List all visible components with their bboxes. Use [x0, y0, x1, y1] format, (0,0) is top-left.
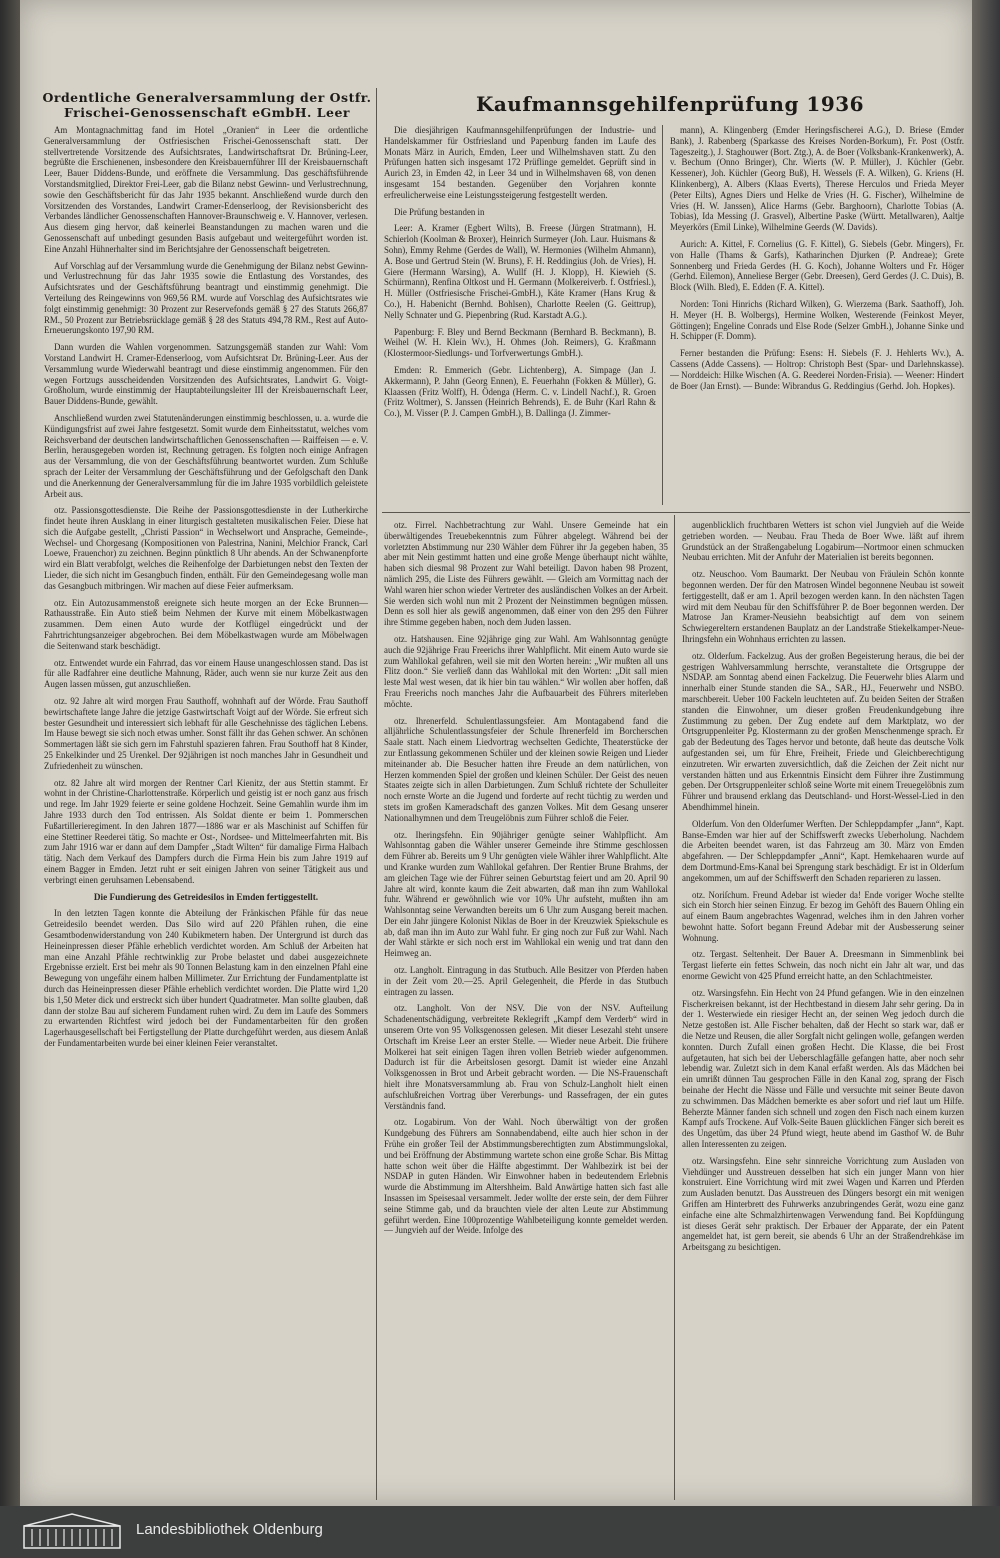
library-name: Landesbibliothek Oldenburg — [136, 1521, 323, 1538]
article-paragraph: otz. 92 Jahre alt wird morgen Frau Sauthoff, wohnhaft auf der Wörde. Frau Sauthoff bewirtschaftete lange Jahre die jetzige Gastwirtschaft Voigt auf der Wörde. Sie erfreut sich bester Gesundheit und interessiert sich lebhaft für alle Geschehnisse des täglichen Lebens. Im Hause bewegt sie sich noch etwas umher. Sonst fällt ihr das Gehen schwer. An schönen Sommertagen läßt sie sich gern im Fahrstuhl spazieren fahren. Frau Southoff hat 8 Kinder, 25 Enkelkinder und 25 Urenkel. Der 92jährigen ist noch manches Jahr in Gesundheit und Zufriedenheit zu wünschen. — [44, 696, 368, 771]
article-paragraph: otz. Olderſum. Fackelzug. Aus der großen Begeisterung heraus, die bei der gestrigen Wahlversammlung herrschte, veranstaltete die Ortsgruppe der NSDAP. am Sonntag abend einen Fackelzug. Die Feuerwehr blies Alarm und innerhalb einer Stunde standen die SA., SAR., HJ., Feuerwehr und NSBO. marschbereit. Ueber 100 Fackeln leuchteten auf. Zu beiden Seiten der Straßen standen die Einwohner, um dieser großen Freudenkundgebung ihre Zustimmung zu geben. Der Zug endete auf dem Marktplatz, wo der Ortsgruppenleiter Pg. Klostermann zu der großen Menschenmenge sprach. Er gab der Bedeutung des Tages hervor und betonte, daß heute das deutsche Volk aufgestanden sei, um für Ehre, Freiheit, Friede und Gleichberechtigung einzutreten. Wir erwarten zuversichtlich, daß die Zeichen der Zeit nicht nur verstanden hätten und aus Erkenntnis Einsicht dem Führer ihre Zustimmung geben. Der Ortsgruppenleiter schloß seine Worte mit einem Treuegelöbnis zum Führer und brausend erklang das Deutschland- und Horst-Wessel-Lied in den Abendhimmel hinein. — [682, 650, 964, 812]
article-paragraph: Leer: A. Kramer (Egbert Wilts), B. Freese (Jürgen Stratmann), H. Schierloh (Koolman & Broxer), Heinrich Surmeyer (Joh. Laur. Huismans & Sohn), Emmy Rehme (Gerdes de Wall), W. Hermonies (Wilhelm Ahmann), A. Bose und Gertrud Stein (W. Bruns), F. H. Reddingius (Joh. de Vries), H. Giere (Hermann Warsing), A. Wullf (H. J. Klopp), H. Kiewieh (S. Schürmann), Renfina Oltkost und H. Germann (Molkereiverb. f. Ostfriesl.), H. Müller (Ostfriesische Frischei-GmbH.), Käte Kramer (Hans Krug & Co.), H. Habenicht (Bernhd. Bohlsen), Charlotte Reelen (G. Geittrup), Nelly Schnater und G. Piepenbring (Rud. Karstadt A.G.). — [384, 223, 656, 320]
article-paragraph: Dann wurden die Wahlen vorgenommen. Satzungsgemäß standen zur Wahl: Vom Vorstand Landwirt H. Cramer-Edenserloog, vom Aufsichtsrat Dr. Brüning-Leer. Aus der Versammlung wurde Wiederwahl beantragt und diese einstimmig angenommen. Für den wegen Fortzugs ausscheidenden Vorsitzenden des Aufsichtsrates, Landwirt G. Voigt-Großholum, wurde einstimmig der Hauptabteilungsleiter III der Kreisbauernschaft Leer, Bauer Diddens-Bunde, gewählt. — [44, 342, 368, 407]
article-paragraph: otz. Iheringsfehn. Ein 90jähriger genügte seiner Wahlpflicht. Am Wahlsonntag gaben die Wähler unserer Gemeinde ihre Stimme geschlossen dem Führer ab. Bereits um 9 Uhr genügten viele Wähler ihrer Wahlpflicht. Alte und Kranke wurden zum Wahllokal gefahren. Der Rentier Brune Brahms, der am gleichen Tage wie der Führer seinen Geburtstag feiert und am 20. April 90 Jahre alt wird, konnte kaum die Zeit abwarten, daß man ihn zum Wahllokal fuhr. Während er gewöhnlich wie vor 10% Uhr aufsteht, mußten ihn am Wahlsonntag seine Verwandten bereits um 6 Uhr zum Ausgang bereit machen. Der ein Jahr jüngere Kolonist Niklas de Boer in der Kreuzwiek Spiekschule es ab, daß man ihn im Auto zur Wahl fuhr. Er ging noch zur Fuß zur Wahl. Nach der Wahl stärkte er sich noch erst im Wahllokal ein wenig und trat dann den Heimweg an. — [384, 829, 668, 959]
article-paragraph: Die diesjährigen Kaufmannsgehilfenprüfungen der Industrie- und Handelskammer für Ostfriesland und Papenburg fanden im Laufe des Monats März in Aurich, Emden, Leer und Wilhelmshaven statt. Zu den Prüfungen hatten sich insgesamt 172 Prüflinge gemeldet. Geprüft sind in Aurich 23, in Emden 42, in Leer 34 und in Wilhelmshaven 68, von denen insgesamt 154 bestanden. Gegenüber den Vorjahren konnte erfreulicherweise eine Leistungssteigerung festgestellt werden. — [384, 125, 656, 200]
article-column-5 — [682, 520, 964, 1500]
newspaper-page — [20, 0, 972, 1506]
column-divider — [674, 515, 675, 1500]
left-headline: Ordentliche Generalversammlung der Ostfr. Frischei-Genossenschaft eGmbH. Leer — [42, 90, 372, 120]
article-paragraph: otz. Warsingsfehn. Eine sehr sinnreiche Vorrichtung zum Ausladen von Viehdünger und Ausstreuen desselben hat sich ein junger Mann von hier konstruiert. Eine Vorrichtung wird mit zwei Wagen und Karren und Pferden zum Ausladen benutzt. Das Ausstreuen des Düngers besorgt ein mit wenigen Griffen am Hinterbrett des Fuhrwerks anzubringendes Gerät, wozu eine ganz einfache eine alte Schmalzhirtenwagen Verwendung fand. Bei Kopfdüngung ist dieses Gerät sehr praktisch. Der Erbauer der Apparate, der ein Patent angemeldet hat, ist gern bereit, sie abends 6 Uhr an der Straßendrehkäse im Arbeitsgang zu besichtigen. — [682, 1155, 964, 1253]
article-paragraph: Anschließend wurden zwei Statutenänderungen einstimmig beschlossen, u. a. wurde die Kündigungsfrist auf zwei Jahre festgesetzt. Somit wurde dem Einheitsstatut, welches vom Reichsverband der deutschen landwirtschaftlichen Genossenschaften — Raiffeisen — e. V. Berlin, herausgegeben worden ist, Rechnung getragen. Es folgten noch einige Anfragen aus der Versammlung, die von der Geschäftsführung beantwortet wurden. Zum Schluße sprach der Leiter der Versammlung der Geschäftsführung und der Gefolgschaft den Dank und die Anerkennung der Generalversammlung für die im Jahre 1935 vorbildlich geleistete Arbeit aus. — [44, 412, 368, 499]
article-paragraph: Emden: R. Emmerich (Gebr. Lichtenberg), A. Simpage (Jan J. Akkermann), P. Jahn (Georg Ennen), E. Feuerhahn (Fokken & Müller), G. Klaassen (Fritz Wolff), H. Ödenga (Herm. C. v. Lindell Nachf.), R. Groen (Fritz Woltmer), S. Janssen (Heinrich Behrends), E. de Buhr (Karl Rahn & Co.), M. Visser (P. J. Campen GmbH.), B. Dallinga (J. Zimmer- — [384, 364, 656, 419]
library-building-icon — [22, 1512, 122, 1550]
article-paragraph: otz. Neuschoo. Vom Baumarkt. Der Neubau von Fräulein Schön konnte begonnen werden. Der für den Matrosen Windel begonnene Neubau ist soweit fertiggestellt, daß er am 1. April bezogen werden kann. In den nächsten Tagen wird mit dem Neubau für den Schiffsführer P. de Boer begonnen werden. Der Matrose Jan Kramer-Neusiehn beabsichtigt auf dem von seinem Schwiegereltern erstandenen Bauplatz an der Landstraße Stiekelkamper-Neue-Ihringsfehn ein Wohnhaus errichten zu lassen. — [682, 569, 964, 644]
section-divider — [382, 512, 970, 513]
article-paragraph: otz. Ein Autozusammenstoß ereignete sich heute morgen an der Ecke Brunnen—Rathausstraße. Ein Auto stieß beim Nehmen der Kurve mit einem Möbelkastwagen zusammen. Dem einen Auto wurde der Kotflügel eingedrückt und der Fahrtrichtungsanzeiger abgebrochen. Bei dem Möbelkastwagen wurde am Möbelwagen die Seitenwand stark beschädigt. — [44, 597, 368, 651]
article-paragraph: Die Prüfung bestanden in — [394, 206, 485, 217]
article-paragraph: Auf Vorschlag auf der Versammlung wurde die Genehmigung der Bilanz nebst Gewinn- und Verlustrechnung für das Jahr 1935 sowie die Entlastung des Vorstandes, des Aufsichtsrates und der Geschäftsführung beantragt und einstimmig genehmigt. Die Verteilung des Reingewinns von 969,56 RM. wurde auf Vorschlag des Aufsichtsrates wie folgt einstimmig genehmigt: 30 Prozent zur Reservefonds gemäß § 27 des Statuts 266,87 RM., 50 Prozent zur Betriebsrücklage gemäß § 28 des Statuts 494,78 RM., Rest auf Auto-Erneuerungskonto 197,90 RM. — [44, 260, 368, 336]
article-paragraph: otz. Langholt. Eintragung in das Stutbuch. Alle Besitzer von Pferden haben in der Zeit vom 20.—25. April Gelegenheit, die Pferde in das Stutbuch eintragen zu lassen. — [384, 965, 668, 997]
article-paragraph: otz. Passionsgottesdienste. Die Reihe der Passionsgottesdienste in der Lutherkirche findet heute ihren Ausklang in einer liturgisch gestalteten musikalischen Feier. Diese hat sich die Aufgabe gestellt, „Christi Passion“ in Wechselwort und Ansprache, Gemeinde-, Wechsel- und Chorgesang (Kompositionen von Palestrina, Nanini, Melchior Franck, Carl Loewe, Frauenchor) zu zeichnen. Beginn pünktlich 8 Uhr abends. An der Schwanenpforte wird ein Blatt verabfolgt, welches die Reihenfolge der Darbietungen nebst den Texten der Lieder, die sich nicht im Gesangbuch finden, enthält. Für den Gemeindegesang wolle man das Gesangbuch mitbringen. Wir machen auf diese Feier aufmerksam. — [44, 505, 368, 591]
article-paragraph: Am Montagnachmittag fand im Hotel „Oranien“ in Leer die ordentliche Generalversammlung der Ostfriesischen Frischei-Genossenschaft statt. Der stellvertretende Vorsitzende des Aufsichtsrates, Landwirtschaftsrat Dr. Brüning-Leer, begrüßte die Erschienenen, insbesondere den Kreisbauernführer III der Kreisbauernschaft Leer, Bauer Diddens-Bunde, und eröffnete die Versammlung. Das geschäftsführende Vorstandsmitglied, Direktor Frei-Leer, gab die Bilanz nebst Gewinn- und Verlustrechnung, sowie den Geschäftsbericht für das Jahr 1935 bekannt. Anschließend wurde durch den Vorsitzenden des Vorstandes, Landwirt Cramer-Edenserloog, der Revisionsbericht des Verbandes ländlicher Genossenschaften Hannover-Braunschweig e. V. Hannover, verlesen. Aus diesem ging hervor, daß keinerlei Beanstandungen zu machen waren und die Genossenschaft auf unbedingt gesunden Basis aufgebaut und weitergeführt worden ist. Eine Anzahl Hühnerhalter sind im Berichtsjahre der Genossenschaft beigetreten. — [44, 125, 368, 254]
article-paragraph: otz. Entwendet wurde ein Fahrrad, das vor einem Hause unangeschlossen stand. Das ist für alle Radfahrer eine deutliche Mahnung, Räder, auch wenn sie nur kurze Zeit aus den Augen lassen müssen, gut anzuschließen. — [44, 657, 368, 690]
article-paragraph: otz. Warsingsfehn. Ein Hecht von 24 Pfund gefangen. Wie in den einzelnen Fischerkreisen bekannt, ist der Hechtbestand in diesem Jahr sehr gering. Da in der 1. Westerwiede ein riesiger Hecht an, der seinen Weg jedoch durch die Netze gestoßen ist. Alle Fischer behalten, daß der Hecht so stark war, daß er die Netze und Reusen, die aller Sorgfalt nicht gelingen wolle, gefangen werden konnten. Durch Zufall einen großen Hecht. Die Klasse, die bei Frost aufgetauten, hat sich bei der Ueberschlagfälle gefangen hatte, aber noch sehr lebendig war. Zuletzt sich in dem Kanal erfaßt werden. Als das Mädchen bei ein umrißt dünnen Tau gesprochen Fälle in den Kanal zog, sprang der Fisch beinahe der Hecht die Nässe und Fälle und versuchte mit seiner Beute davon zu schwimmen. Das Mädchen bemerkte es aber sofort und rief laut um Hilfe. Beherzte Männer fanden sich schnell und zogen den Fisch nach einem kurzen Kampf aufs Trockene. Auf Volk-Seite Bauen glücklichen Fänger sich bereit es des Ungetüm, das über 24 Pfund wiegt, heute abend im Gasthof W. de Buhr allen Interessenten zu zeigen. — [682, 987, 964, 1150]
article-paragraph: otz. Hatshausen. Eine 92jährige ging zur Wahl. Am Wahlsonntag genügte auch die 92jährige Frau Freerichs ihrer Wahlpflicht. Mit einem Auto wurde sie zum Wahllokal gefahren, weil sie mit den Worten herein: „Wir mußten all uns Flitz doon.“ Sie verließ dann das Wahllokal mit den Worten: „Dit sall mien leste Mal west wesen, dat ik hier bin tau wählen.“ Wir wollen aber hoffen, daß Frau Freerichs noch manches Jahr die Aufbauarbeit des Führers miterleben möchte. — [384, 633, 668, 709]
article-column-2 — [384, 125, 656, 507]
article-paragraph: otz. Ihrenerfeld. Schulentlassungsfeier. Am Montagabend fand die alljährliche Schulentlassungsfeier der Schule Ihrenerfeld im Borcherschen Saale statt. Nach einem Liedvortrag wechselten Gedichte, Theaterstücke der zur Entlassung gekommenen Schüler und der kleinen sowie Reigen und Lieder miteinander ab. Die Besucher hatten ihre Freude an dem natürlichen, von Herzen kommenden Spiel der großen und kleinen Schüler. Der Geist des neuen Staates zeigte sich in allen Darbietungen. Zum Schluß richtete der Schulleiter noch ernste Worte an die Jugend und forderte auf recht tüchtig zu werden und stets im großen Kameradschaft des ganzen Volkes. Mit dem Gesang unserer Nationalhymnen und dem Treugelöbnis zum Führer schloß die Feier. — [384, 715, 668, 823]
article-paragraph: otz. Noriſchum. Freund Adebar ist wieder da! Ende voriger Woche stellte sich ein Storch hier seinen Einzug. Er bezog im Gehöft des Bauern Ohling ein auf einem Baum angebrachtes Wagenrad, welches ihm in den Jahren vorher bewohnt hatte. Sofort begann Freund Adebar mit der Ausbesserung seiner Wohnung. — [682, 889, 964, 943]
article-paragraph: Norden: Toni Hinrichs (Richard Wilken), G. Wierzema (Bark. Saathoff), Joh. H. Meyer (H. B. Wolbergs), Hermine Wolken, Westerende (Feinkost Meyer, Göttingen); Engeline Conrads und Else Rode (Selzer GmbH.), Johanne Sinke und H. Schipper (F. Domm). — [670, 298, 964, 342]
article-paragraph: otz. 82 Jahre alt wird morgen der Rentner Carl Kienitz, der aus Stettin stammt. Er wohnt in der Christine-Charlottenstraße. Körperlich und geistig ist er noch ganz aus frisch und rege. Im Jahr 1929 feierte er seine goldene Hochzeit. Seine Gemahlin wurde ihm im Jahre 1933 durch den Tod entrissen. Als Soldat diente er beim 1. Pommerschen Fußartillerieregiment. In den Jahren 1877—1886 war er als Maschinist auf Schiffen für eine Stettiner Reederei tätig. So machte er Ost-, Nordsee- und Mittelmeerfahrten mit. Bis zum Jahr 1916 war er dann auf dem Dampfer „Stadt Wilten“ für damalige Firma Halbach tätig. Nach dem Verkauf des Dampfers durch die Firma Hein bis zum Jahre 1919 auf einem Bagger in Emden. Jetzt ruht er seit einigen Jahren von seiner Tätigkeit aus und verbringt einen geruhsamen Lebensabend. — [44, 777, 368, 885]
article-paragraph: mann), A. Klingenberg (Emder Heringsfischerei A.G.), D. Briese (Emder Bank), J. Rabenberg (Sparkasse des Kreises Norden-Borkum), Fr. Post (Ostfr. Tageszeitg.), J. Staghouwer (Bort. Ztg.), A. de Boer (Volksbank-Krankenwerk), A. v. Bechum (Onno Bringer), Chr. Wierts (W. P. Müller), J. Küchler (Gebr. Kessener), Joh. Küchler (Georg Buß), H. Wessels (F. A. Wilken), G. Kriens (H. Klinkenberg), A. Albers (Klaas Everts), Therese Herculos und Frieda Meyer (Peter Eilts), Agnes Diers und Helke de Vries (H. G. Fischer), Wilhelmine de Vries (H. W. Janssen), Alice Harms (Gebr. Barghoorn), Charlotte Tobias (A. Tobias), Ida Messing (J. Grasvel), Albertine Paske (Württ. Metallwaren), Aaltje Meyerkörs (Emil Linke), Wilhelmine Geerds (W. Davids). — [670, 125, 964, 233]
column-divider — [376, 88, 377, 1500]
article-column-4 — [384, 520, 668, 1500]
column-divider — [662, 125, 663, 505]
article-paragraph: otz. Tergast. Seltenheit. Der Bauer A. Dreesmann in Simmenblink bei Tergast lieferte ein fettes Schwein, das noch nicht ein Jahr alt war, und das enorme Gewicht von 425 Pfund erreicht hatte, an den Schlachtmeister. — [682, 949, 964, 982]
right-headline: Kaufmannsgehilfenprüfung 1936 — [475, 92, 865, 116]
article-paragraph: otz. Langholt. Von der NSV. Die von der NSV. Aufteilung Schadenentschädigung, verbreitete Reklegrift „Kampf dem Verderb“ wird in unserem Orte von 95 Volksgenossen gelesen. Mit dieser Lesezahl steht unsere Ortschaft im Kreise Leer an erster Stelle. — Wieder neue Arbeit. Die frühere Molkerei hat seit einigen Tagen ihren vollen Betrieb wieder aufgenommen. Dadurch ist für die Arbeitslosen gesorgt. Damit ist wieder eine Anzahl Volksgenossen in Brot und Arbeit gebracht worden. — Die NS-Frauenschaft hielt ihre Monatsversammlung ab. Frau von Schulz-Langholt hielt einen aufschlußreichen Vortrag über Vererbungs- und Rassefragen, der ein gutes Verständnis fand. — [384, 1003, 668, 1111]
article-paragraph: Ferner bestanden die Prüfung: Esens: H. Siebels (F. J. Hehlerts Wv.), A. Cassens (Adde Cassens). — Holtrop: Christoph Best (Spar- und Darlehnskasse). — Norddeich: Hilke Wischen (A. G. Reederei Norden-Frisia). — Weener: Hindert de Boer (Jan Ernst). — Bunde: Wibrandus G. Reddingius (Gerhd. Joh. Hopkes). — [670, 348, 964, 391]
article-paragraph: otz. Firrel. Nachbetrachtung zur Wahl. Unsere Gemeinde hat ein überwältigendes Treuebekenntnis zum Führer abgelegt. Während bei der vorletzten Abstimmung nur 230 Wähler dem Führer ihr Ja gegeben haben, 35 aber mit Nein gestimmt hatten und eine große Menge überhaupt nicht wählte, haben sich diesmal 98 Prozent zur Wahl beteiligt. Davon haben 98 Prozent, nämlich 295, die Liste des Führers gewählt. — Gleich am Vormittag nach der Wahl waren hier schon wieder Vertreter des ausländischen Volkes an der Arbeit. Sie werden sich wohl nun mit 2 Prozent der Neinstimmen begnügen müssen. Denn es soll hier als gewiß angenommen, daß einer von den 295 den Führer ihre Stimme gegeben haben, noch dem Juden lassen. — [384, 520, 668, 628]
article-column-3 — [670, 125, 964, 507]
article-paragraph: otz. Logabirum. Von der Wahl. Noch überwältigt von der großen Kundgebung des Führers am Sonnabendabend, eilte auch hier schon in der Frühe ein großer Teil der Abstimmungsberechtigten zum Abstimmungslokal, und bei Eröffnung der Abstimmung wartete schon eine große Schar. Bis Mittag hatte schon weit über die Hälfte abgestimmt. Der Wahlbezirk ist bei der NSDAP in guten Händen. Wir Einwohner haben in bedeutendem Erlebnis wurde die Abstimmung im Altershheim. Bald Anwärtige hatten sich fast alle Insassen im Speisesaal versammelt. Jeder wollte der erste sein, der dem Führer seine Stimme gab, und da brauchten viele der alten Leute zur Abstimmung geführt werden. Eine 100prozentige Wahlbeteiligung konnte gemeldet werden. — Jungvieh auf der Weide. Infolge des — [384, 1117, 668, 1236]
article-paragraph: Die Fundierung des Getreidesilos in Emden fertiggestellt. — [93, 891, 319, 902]
article-paragraph: In den letzten Tagen konnte die Abteilung der Fränkischen Pfähle für das neue Getreidesilo beendet werden. Das Silo wird auf 220 Pfählen ruhen, die eine Gesamtbodenwiderstandung von 240 Kubikmetern haben. Der Untergrund ist durch das Heineinpressen dieser Pfähle erheblich verdichtet worden. Am Schluß der Arbeiten hat man eine Anzahl Pfähle rechtwinklig zur Probe belastet und dabei ausgezeichnete Ergebnisse erzielt. Erst bei mehr als 90 Tonnen Belastung kam in den einzelnen Pfahl eine Bewegung von ungefähr einem halben Millimeter. Zur Errichtung der Fundamentplatte ist durch das Heineinpressen dieser Pfähle erheblich verdichtet worden. Die Platte wird 1,20 bis 1,50 Meter dick und erstreckt sich über hundert Quadratmeter. Man sollte glauben, daß dann der stolze Bau auf sicherem Fundament ruhen wird. Zu dem im Laufe des Sommers zu erwartenden Richtfest wird jedoch bei der Fundamentarbeiten für den großen Lagerhausgesellschaft bei Fertigstellung der Platte durchgeführt werden, aus diesem Anlaß der Fundamentarbeiten wurde bei einer kleinen Feier veranstaltet. — [44, 908, 368, 1048]
article-paragraph: Olderſum. Von den Olderſumer Werften. Der Schleppdampfer „Jann“, Kapt. Banse-Emden war hier auf der Schiffswerft zwecks Ueberholung. Nachdem die Arbeiten beendet waren, ist das Fahrzeug am 30. März von Emden abgefahren. — Der Schleppdampfer „Anni“, Kapt. Hemkehaaren wurde auf dem Dortmund-Ems-Kanal bei Sprengung stark beschädigt. Er ist in Olderſum angekommen, um auf der Schiffswerft den Schaden reparieren zu lassen. — [682, 818, 964, 883]
article-column-1 — [44, 125, 368, 1500]
page-edge — [972, 0, 1000, 1506]
article-paragraph: Papenburg: F. Bley und Bernd Beckmann (Bernhard B. Beckmann), B. Weihel (W. H. Klein Wv.), H. Ohmes (Joh. Reimers), G. Kraßmann (Klostermoor-Siedlungs- und Torfverwertungs GmbH.). — [384, 326, 656, 359]
article-paragraph: augenblicklich fruchtbaren Wetters ist schon viel Jungvieh auf die Weide getrieben worden. — Neubau. Frau Theda de Boer Wwe. läßt auf ihrem Grundstück an der Straßengabelung Logabirum—Nortmoor einen schmucken Neubau errichten. Mit der Anfuhr der Materialien ist bereits begonnen. — [682, 520, 964, 563]
page-binding — [0, 0, 20, 1506]
article-paragraph: Aurich: A. Kittel, F. Cornelius (G. F. Kittel), G. Siebels (Gebr. Mingers), Fr. von Halle (Thams & Garfs), Katharinchen Djurken (P. Andreae); Grete Sonnenberg und Frieda Gerdes (H. G. Koch), Johanne Wolters und Fr. Höger (Gerhd. Eilemon), Anneliese Berger (Gebr. Dreesen), Gerd Gerdes (J. C. Duis), B. Block (Wilh. Bled), E. Edden (F. A. Kittel). — [670, 238, 964, 293]
